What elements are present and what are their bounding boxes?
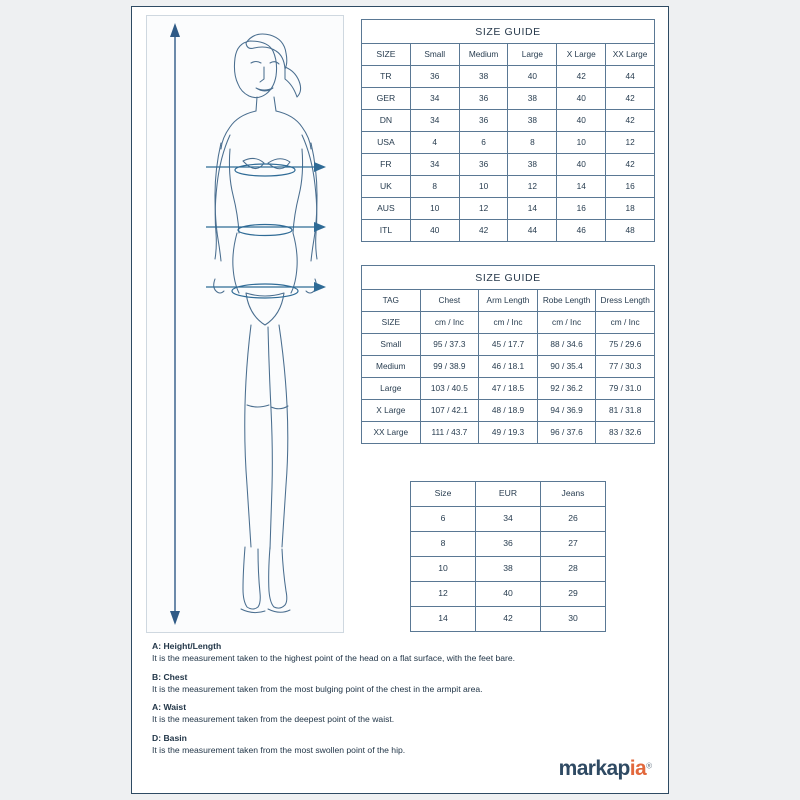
table-cell: 49 / 19.3	[479, 422, 538, 444]
table-cell: 14	[557, 176, 606, 198]
table-cell: 42	[557, 66, 606, 88]
table-cell: 42	[606, 154, 655, 176]
table-cell: 36	[459, 154, 508, 176]
table-cell: 48	[606, 220, 655, 242]
table-cell: 8	[508, 132, 557, 154]
table-cell: 42	[476, 607, 541, 632]
table-cell: XX Large	[606, 44, 655, 66]
table-cell: 38	[508, 110, 557, 132]
table-row	[362, 66, 655, 88]
table-cell: 42	[606, 88, 655, 110]
table-cell: X Large	[362, 400, 421, 422]
table-cell: 99 / 38.9	[420, 356, 479, 378]
table-row	[411, 557, 606, 582]
table-cell: cm / Inc	[420, 312, 479, 334]
table-cell: 40	[410, 220, 459, 242]
table-row	[411, 607, 606, 632]
table-cell: 94 / 36.9	[537, 400, 596, 422]
note-title: D: Basin	[152, 733, 187, 744]
table-cell: 26	[541, 507, 606, 532]
table-cell: 92 / 36.2	[537, 378, 596, 400]
table-cell: 10	[557, 132, 606, 154]
logo-text	[559, 757, 646, 780]
table-row	[411, 507, 606, 532]
table-cell: 36	[459, 110, 508, 132]
size-guide-table-2	[361, 265, 655, 444]
table-cell: 30	[541, 607, 606, 632]
table-2-grid	[361, 289, 655, 444]
table-cell: Dress Length	[596, 290, 655, 312]
table-cell: Large	[508, 44, 557, 66]
table-cell: 8	[411, 532, 476, 557]
table-cell: 34	[410, 154, 459, 176]
table-cell: 83 / 32.6	[596, 422, 655, 444]
table-cell: 40	[508, 66, 557, 88]
note-title: A: Height/Length	[152, 641, 222, 651]
table-cell: Arm Length	[479, 290, 538, 312]
note-title: A: Waist	[152, 702, 187, 713]
female-body-measurement-figure	[146, 15, 344, 633]
logo-registered-mark: ®	[646, 761, 652, 771]
table-cell: Medium	[362, 356, 421, 378]
size-guide-table-1	[361, 19, 655, 242]
table-cell: 95 / 37.3	[420, 334, 479, 356]
table-cell: DN	[362, 110, 411, 132]
table-row	[362, 422, 655, 444]
table-cell: SIZE	[362, 312, 421, 334]
logo-text-main: markap	[558, 757, 630, 780]
note-body: It is the measurement taken from the most bulging point of the chest in the armpit area.	[152, 683, 483, 694]
table-cell: 40	[557, 154, 606, 176]
table-cell: ITL	[362, 220, 411, 242]
table-cell: 103 / 40.5	[420, 378, 479, 400]
table-cell: 10	[410, 198, 459, 220]
note-title: B: Chest	[152, 671, 188, 682]
table-cell: Small	[362, 334, 421, 356]
table-cell: Chest	[420, 290, 479, 312]
table-row	[362, 334, 655, 356]
table-row	[362, 110, 655, 132]
table-cell: 40	[476, 582, 541, 607]
table-2-title: SIZE GUIDE	[361, 265, 655, 289]
table-row	[362, 312, 655, 334]
note-body: It is the measurement taken from the deepest point of the waist.	[152, 714, 395, 725]
table-cell: EUR	[476, 482, 541, 507]
table-cell: 36	[476, 532, 541, 557]
table-cell: Medium	[459, 44, 508, 66]
table-cell: cm / Inc	[596, 312, 655, 334]
table-row	[362, 176, 655, 198]
table-cell: GER	[362, 88, 411, 110]
table-cell: 12	[508, 176, 557, 198]
brand-logo	[559, 757, 652, 781]
table-cell: 34	[410, 88, 459, 110]
table-cell: 38	[459, 66, 508, 88]
table-cell: 16	[557, 198, 606, 220]
note-item	[152, 672, 652, 696]
note-item	[152, 733, 652, 757]
table-cell: 4	[410, 132, 459, 154]
table-row	[362, 220, 655, 242]
table-cell: cm / Inc	[479, 312, 538, 334]
table-cell: 42	[606, 110, 655, 132]
table-1-title: SIZE GUIDE	[361, 19, 655, 43]
table-cell: 8	[410, 176, 459, 198]
table-cell: 12	[411, 582, 476, 607]
table-cell: 40	[557, 110, 606, 132]
table-cell: TAG	[362, 290, 421, 312]
size-guide-card	[131, 6, 669, 794]
table-cell: 75 / 29.6	[596, 334, 655, 356]
table-1-grid	[361, 43, 655, 242]
table-cell: SIZE	[362, 44, 411, 66]
table-cell: 12	[459, 198, 508, 220]
table-cell: 88 / 34.6	[537, 334, 596, 356]
table-cell: Small	[410, 44, 459, 66]
table-cell: 47 / 18.5	[479, 378, 538, 400]
table-cell: 44	[508, 220, 557, 242]
note-item	[152, 641, 652, 665]
table-cell: 12	[606, 132, 655, 154]
table-cell: 38	[476, 557, 541, 582]
table-row	[362, 290, 655, 312]
table-cell: 48 / 18.9	[479, 400, 538, 422]
table-cell: Large	[362, 378, 421, 400]
table-cell: 44	[606, 66, 655, 88]
table-cell: 34	[476, 507, 541, 532]
table-row	[362, 198, 655, 220]
table-cell: 46 / 18.1	[479, 356, 538, 378]
table-row	[411, 582, 606, 607]
table-cell: 77 / 30.3	[596, 356, 655, 378]
table-cell: XX Large	[362, 422, 421, 444]
table-cell: USA	[362, 132, 411, 154]
table-row	[362, 88, 655, 110]
table-cell: 36	[459, 88, 508, 110]
table-cell: AUS	[362, 198, 411, 220]
table-cell: 107 / 42.1	[420, 400, 479, 422]
table-row	[362, 400, 655, 422]
table-row	[362, 378, 655, 400]
table-cell: 10	[411, 557, 476, 582]
table-row	[362, 44, 655, 66]
note-body: It is the measurement taken from the most swollen point of the hip.	[152, 745, 406, 756]
table-cell: 96 / 37.6	[537, 422, 596, 444]
table-cell: 42	[459, 220, 508, 242]
table-cell: 79 / 31.0	[596, 378, 655, 400]
table-cell: 14	[508, 198, 557, 220]
table-cell: 10	[459, 176, 508, 198]
table-cell: 6	[459, 132, 508, 154]
table-cell: 40	[557, 88, 606, 110]
note-body: It is the measurement taken to the highest point of the head on a flat surface, with the feet bare.	[152, 652, 516, 663]
table-row	[362, 132, 655, 154]
table-cell: 111 / 43.7	[420, 422, 479, 444]
table-cell: Size	[411, 482, 476, 507]
table-cell: 36	[410, 66, 459, 88]
table-cell: 29	[541, 582, 606, 607]
table-cell: 81 / 31.8	[596, 400, 655, 422]
table-row	[411, 482, 606, 507]
table-cell: 46	[557, 220, 606, 242]
table-cell: 38	[508, 88, 557, 110]
table-cell: 6	[411, 507, 476, 532]
table-cell: X Large	[557, 44, 606, 66]
logo-text-accent: ia	[629, 757, 647, 780]
table-3-grid	[410, 481, 606, 632]
table-cell: 90 / 35.4	[537, 356, 596, 378]
table-cell: 14	[411, 607, 476, 632]
table-cell: UK	[362, 176, 411, 198]
note-item	[152, 702, 652, 726]
table-row	[362, 356, 655, 378]
table-cell: cm / Inc	[537, 312, 596, 334]
measurement-notes	[152, 641, 652, 764]
table-cell: 16	[606, 176, 655, 198]
table-row	[411, 532, 606, 557]
table-cell: Jeans	[541, 482, 606, 507]
figure-svg	[146, 15, 344, 633]
table-cell: 34	[410, 110, 459, 132]
table-cell: 45 / 17.7	[479, 334, 538, 356]
table-cell: FR	[362, 154, 411, 176]
size-guide-table-3	[410, 481, 606, 632]
table-cell: Robe Length	[537, 290, 596, 312]
table-cell: TR	[362, 66, 411, 88]
table-row	[362, 154, 655, 176]
table-cell: 28	[541, 557, 606, 582]
table-cell: 18	[606, 198, 655, 220]
table-cell: 27	[541, 532, 606, 557]
table-cell: 38	[508, 154, 557, 176]
